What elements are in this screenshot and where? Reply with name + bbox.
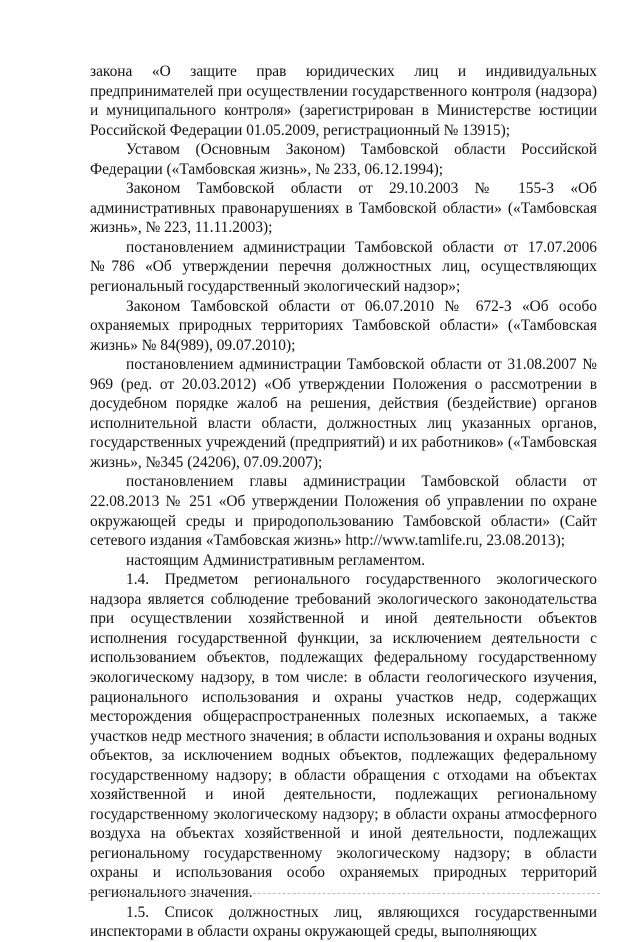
paragraph-charter: Уставом (Основным Законом) Тамбовской области Российской Федерации («Тамбовская жизнь», № 233, 06.12.1994); (90, 141, 597, 178)
paragraph-resolution-786: постановлением администрации Тамбовской области от 17.07.2006 №786 «Об утверждении перечня должностных лиц, осуществляющих региональный государственный экологический надзор»; (90, 238, 597, 296)
paragraph-section-1-4: 1.4. Предметом регионального государственного экологического надзора является соблюдение требований экологического законодательства при осуществлении хозяйственной и иной деятельности объектов исполнения государственной функции, за исключением деятельности с использованием объектов, подлежащих федеральному государственному экологическому надзору, в том числе: в области геологического изучения, рационального использования и охраны участков недр, содержащих месторождения общераспространенных полезных ископаемых, а также участков недр местного значения; в области использования и охраны водных объектов, за исключением водных объектов, подлежащих федеральному государственному надзору; в области обращения с отходами на объектах хозяйственной и иной деятельности, подлежащих региональному государственному экологическому надзору; в области охраны атмосферного воздуха на объектах хозяйственной и иной деятельности, подлежащих региональному государственному экологическому надзору; в области охраны и использования особо охраняемых природных территорий регионального значения. (90, 571, 597, 901)
paragraph-resolution-969: постановлением администрации Тамбовской области от 31.08.2007 № 969 (ред. от 20.03.2012) «Об утверждении Положения о рассмотрении в досудебном порядке жалоб на решения, действия (бездействие) органов исполнительной власти области, должностных лиц указанных органов, государственных учреждений (предприятий) и их работников» («Тамбовская жизнь», №345 (24206), 07.09.2007); (90, 356, 597, 471)
paragraph-resolution-251: постановлением главы администрации Тамбовской области от 22.08.2013 № 251 «Об утверждении Положения об управлении по охране окружающей среды и природопользованию Тамбовской области» (Сайт сетевого издания «Тамбовская жизнь» http://www.tamlife.ru, 23.08.2013); (90, 473, 597, 550)
paragraph-law-rights: закона «О защите прав юридических лиц и индивидуальных предпринимателей при осуществлении государственного контроля (надзора) и муниципального контроля» (зарегистрирован в Министерстве юстиции Российской Федерации 01.05.2009, регистрационный № 13915); (90, 63, 597, 139)
paragraph-law-admin-offenses: Законом Тамбовской области от 29.10.2003 № 155-З «Об административных правонарушениях в Тамбовской области» («Тамбовская жизнь», № 223, 11.11.2003); (90, 180, 597, 237)
paragraph-section-1-5: 1.5. Список должностных лиц, являющихся государственными инспекторами в области охраны окружающей среды, выполняющих (90, 903, 597, 941)
paragraph-regulation: настоящим Административным регламентом. (126, 551, 426, 569)
document-page (90, 62, 597, 942)
paragraph-law-protected-areas: Законом Тамбовской области от 06.07.2010 № 672-З «Об особо охраняемых природных территориях Тамбовской области» («Тамбовская жизнь» № 84(989), 09.07.2010); (90, 297, 597, 354)
scan-footer-line (88, 893, 600, 895)
